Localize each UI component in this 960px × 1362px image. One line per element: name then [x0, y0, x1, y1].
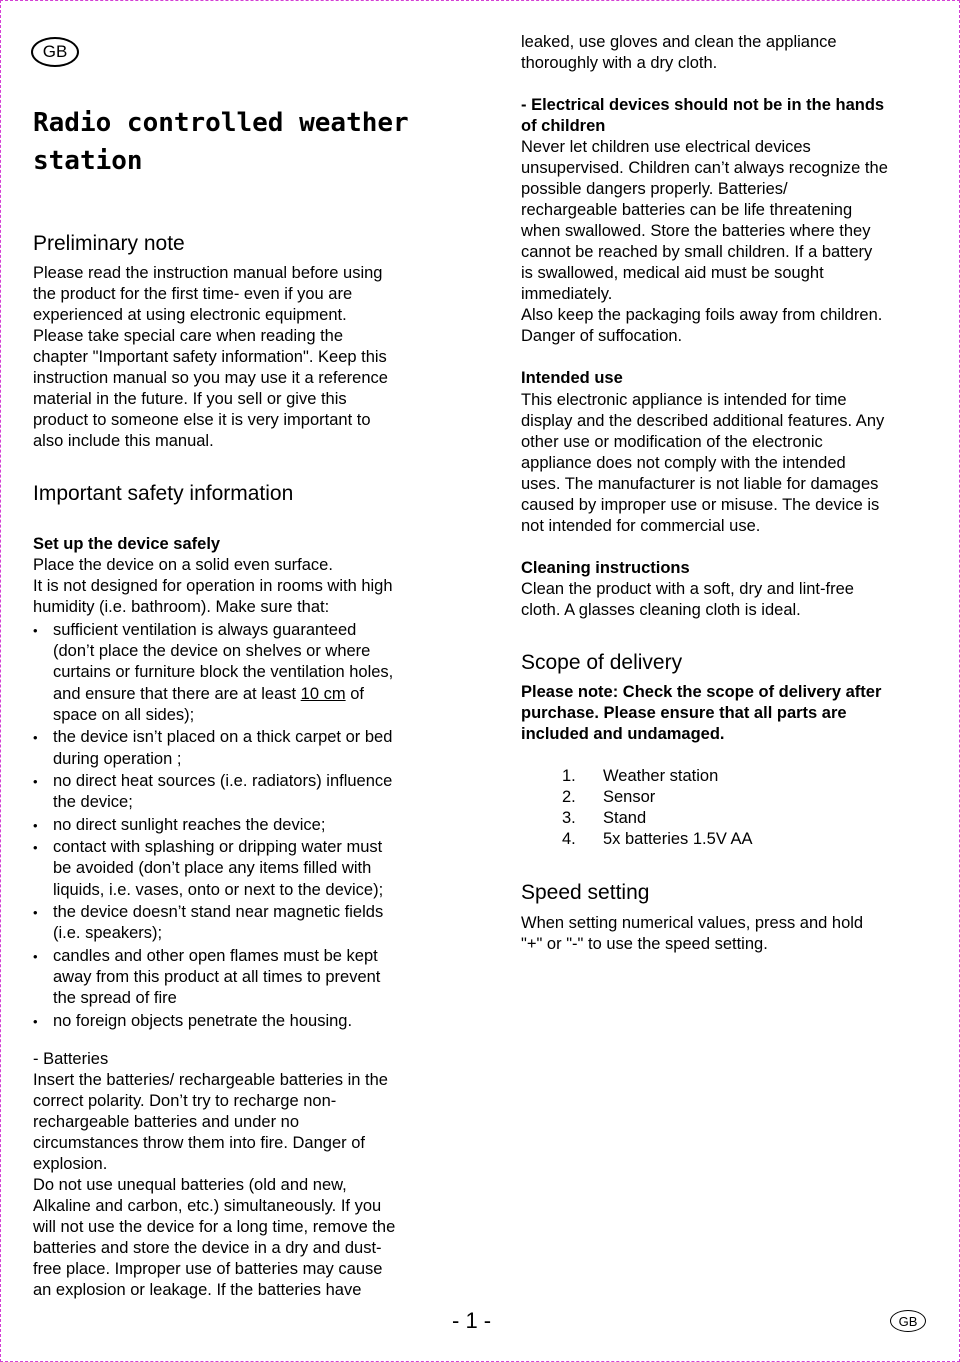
bullet-dot-icon: • [33, 730, 38, 746]
batteries-text [33, 1049, 453, 1301]
safety-bullet-item [33, 727, 445, 769]
prelim-line: Please read the instruction manual before using [33, 264, 383, 282]
delivery-item [521, 829, 753, 850]
bullet-dot-icon: • [33, 817, 38, 833]
intended-line: appliance does not comply with the intended [521, 454, 846, 472]
batteries-line: rechargeable batteries and under no [33, 1113, 300, 1131]
bullet-line: (i.e. speakers); [53, 924, 163, 943]
bullet-line: (don’t place the device on shelves or where [53, 642, 371, 661]
childText-line: rechargeable batteries can be life threatening [521, 201, 853, 219]
prelim-line: also include this manual. [33, 432, 214, 450]
bullet-line: candles and other open flames must be kept [53, 946, 378, 965]
speed-line: When setting numerical values, press and hold [521, 914, 864, 932]
delivery-item-label: 5x batteries 1.5V AA [603, 830, 753, 848]
safety-bullet-item [33, 902, 445, 944]
scopeNote-line: Please note: Check the scope of delivery after [521, 683, 882, 701]
delivery-item-number: 4. [562, 830, 576, 848]
batteries-line: Alkaline and carbon, etc.) simultaneously. If you [33, 1197, 382, 1215]
childText-line: immediately. [521, 285, 613, 303]
prelim-line: experienced at using electronic equipment. [33, 306, 347, 324]
safety-bullet-item [33, 946, 445, 1010]
childText-line: is swallowed, medical aid must be sought [521, 264, 824, 282]
delivery-item-label: Sensor [603, 788, 656, 806]
prelim-line: instruction manual so you may use it a reference [33, 369, 388, 387]
intended-line: This electronic appliance is intended for time [521, 391, 847, 409]
intended-line: other use or modification of the electronic [521, 433, 823, 451]
childText-line: possible dangers properly. Batteries/ [521, 180, 788, 198]
delivery-item-number: 3. [562, 809, 576, 827]
childText-line: Also keep the packaging foils away from children. [521, 306, 883, 324]
bullet-line: the device doesn’t stand near magnetic fields [53, 903, 384, 922]
batteries-line: correct polarity. Don’t try to recharge non- [33, 1092, 337, 1110]
prelim-line: Please take special care when reading the [33, 327, 344, 345]
underlined-distance: 10 cm [300, 684, 346, 703]
childText-line: Never let children use electrical devices [521, 138, 811, 156]
safety-bullet-item [33, 771, 445, 813]
batteries-line: - Batteries [33, 1050, 109, 1068]
delivery-item-number: 1. [562, 767, 576, 785]
leak-line: leaked, use gloves and clean the appliance [521, 33, 837, 51]
children-text [521, 137, 941, 347]
speed-line: "+" or "-" to use the speed setting. [521, 935, 768, 953]
cleaning-heading: Cleaning instructions [521, 559, 690, 577]
bullet-dot-icon: • [33, 623, 38, 638]
bullet-line: the device; [53, 793, 133, 812]
bullet-line-text: of [345, 684, 364, 703]
safety-bullet-item [33, 620, 445, 726]
batteries-line: explosion. [33, 1155, 108, 1173]
intended-line: display and the described additional features. Any [521, 412, 885, 430]
bullet-line: contact with splashing or dripping water must [53, 838, 383, 857]
safety-heading: Important safety information [33, 482, 294, 505]
childText-line: unsupervised. Children can’t always recognize the [521, 159, 888, 177]
bullet-dot-icon: • [33, 948, 38, 964]
speed-heading: Speed setting [521, 881, 650, 904]
intended-line: caused by improper use or misuse. The device is [521, 496, 880, 514]
bullet-line: no foreign objects penetrate the housing. [53, 1011, 353, 1030]
safety-bullet-item [33, 1011, 445, 1032]
delivery-item-number: 2. [562, 788, 576, 806]
delivery-item [521, 766, 753, 787]
setup-line: It is not designed for operation in rooms with high [33, 577, 393, 595]
safety-bullet-list [33, 620, 445, 1033]
scope-heading: Scope of delivery [521, 651, 683, 674]
bullet-line: the spread of fire [53, 989, 177, 1008]
scope-note [521, 682, 941, 745]
cleaning-line: Clean the product with a soft, dry and lint-free [521, 580, 854, 598]
bullet-dot-icon: • [33, 905, 38, 921]
prelim-line: material in the future. If you sell or give this [33, 390, 347, 408]
bullet-line: be avoided (don’t place any items filled with [53, 859, 372, 878]
childText-line: when swallowed. Store the batteries where they [521, 222, 871, 240]
batteries-line: circumstances throw them into fire. Danger of [33, 1134, 365, 1152]
bullet-line: away from this product at all times to prevent [53, 968, 381, 987]
bullet-line-text: and ensure that there are at least [53, 684, 301, 703]
bullet-line [53, 684, 445, 705]
bullet-line: during operation ; [53, 749, 182, 768]
prelim-line: chapter "Important safety information". Keep this [33, 348, 387, 366]
batteries-line: Do not use unequal batteries (old and new, [33, 1176, 347, 1194]
page-number: - 1 - [452, 1308, 492, 1333]
scopeNote-line: included and undamaged. [521, 725, 725, 743]
bullet-line: no direct sunlight reaches the device; [53, 815, 326, 834]
batteries-line: an explosion or leakage. If the batteries have [33, 1281, 362, 1299]
delivery-item-label: Weather station [603, 767, 719, 785]
preliminary-note-text [33, 263, 453, 452]
setup-heading: Set up the device safely [33, 535, 221, 553]
bullet-dot-icon: • [33, 840, 38, 856]
setup-line: humidity (i.e. bathroom). Make sure that: [33, 598, 330, 616]
batteries-line: free place. Improper use of batteries may cause [33, 1260, 383, 1278]
speed-text [521, 913, 941, 955]
intended-use-heading: Intended use [521, 369, 623, 387]
childHead-line: - Electrical devices should not be in the hands [521, 96, 885, 114]
leak-text [521, 32, 941, 74]
delivery-item [521, 808, 753, 829]
prelim-line: product to someone else it is very important to [33, 411, 371, 429]
batteries-line: batteries and store the device in a dry and dust- [33, 1239, 382, 1257]
bullet-line: curtains or furniture block the ventilation holes, [53, 663, 394, 682]
prelim-line: the product for the first time- even if you are [33, 285, 353, 303]
batteries-line: will not use the device for a long time, remove the [33, 1218, 396, 1236]
bullet-dot-icon: • [33, 1013, 38, 1029]
bullet-dot-icon: • [33, 774, 38, 790]
bullet-line: no direct heat sources (i.e. radiators) influence [53, 772, 393, 791]
preliminary-note-heading: Preliminary note [33, 232, 185, 255]
setup-line: Place the device on a solid even surface. [33, 556, 333, 574]
cleaning-text [521, 579, 941, 621]
delivery-item-label: Stand [603, 809, 647, 827]
intended-line: uses. The manufacturer is not liable for damages [521, 475, 879, 493]
bullet-line: the device isn’t placed on a thick carpet or bed [53, 728, 393, 747]
childText-line: Danger of suffocation. [521, 327, 683, 345]
children-heading [521, 95, 941, 137]
batteries-line: Insert the batteries/ rechargeable batteries in the [33, 1071, 388, 1089]
intended-line: not intended for commercial use. [521, 517, 761, 535]
childHead-line: of children [521, 117, 606, 135]
childText-line: cannot be reached by small children. If a battery [521, 243, 873, 261]
bullet-line: space on all sides); [53, 705, 195, 724]
safety-bullet-item [33, 837, 445, 901]
gb-footer-badge: GB [890, 1310, 926, 1332]
setup-text [33, 555, 453, 618]
intended-use-text [521, 390, 941, 537]
safety-bullet-item [33, 815, 445, 836]
scopeNote-line: purchase. Please ensure that all parts are [521, 704, 847, 722]
document-title: Radio controlled weather station [33, 108, 409, 176]
delivery-item [521, 787, 753, 808]
leak-line: thoroughly with a dry cloth. [521, 54, 718, 72]
bullet-line: liquids, i.e. vases, onto or next to the device); [53, 880, 384, 899]
bullet-line: sufficient ventilation is always guaranteed [53, 621, 357, 639]
cleaning-line: cloth. A glasses cleaning cloth is ideal. [521, 601, 801, 619]
delivery-list [521, 766, 753, 850]
gb-language-badge: GB [31, 37, 79, 67]
